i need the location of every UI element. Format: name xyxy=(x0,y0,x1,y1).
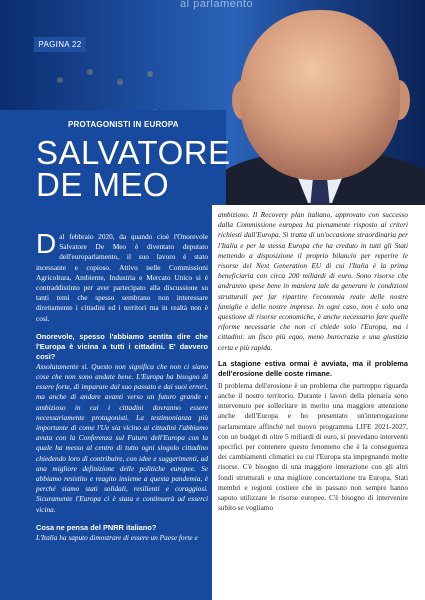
answer-2-continued: ambizioso. Il Recovery plan italiano, approvato con successo dalla Commissione europea ha pienamente risposto ai criteri richiesti dall'Europa. Si tratta di un'occasione straordinaria per l'Italia e per la stessa Europa che ha creduto in tutti gli Stati mettendo a disposizione il proprio bilancio per reperire le risorse del Next Generation EU di cui l'Italia è la prima beneficiaria con circa 200 miliardi di euro. Sono risorse che andranno spese bene in maniera tale da generare le condizioni strutturali per far ripartire l'economia reale delle nostre famiglie e delle nostre imprese. In ogni caso, non è solo una questione di risorse economiche, è anche necessario fare quelle riforme necessarie che non ci chiede solo l'Europa, ma i cittadini: un fisco più equo, meno burocrazia e una giustizia certa e più rapida. xyxy=(218,210,408,352)
background-banner-text: al parlamento xyxy=(180,0,254,10)
answer-1: Assolutamente sì. Questo non significa che non ci siano cose che non sono andate bene. L'Europa ha bisogno di essere forte, di imparare dal suo passato e dai suoi errori, ma anche di andare avanti verso un futuro grande e ambizioso in cui i cittadini dovranno essere necessariamente protagonisti. La testimonianza più importante di come l'Ue sia vicino ai cittadini l'abbiamo avuta con la Conferenza sul Futuro dell'Europa con la quale ha messo al centro di tutto ogni singolo cittadino chiedendo loro di contribuire, con idee e suggerimenti, ad una migliore definizione delle politiche europee. Se abbiamo resistito e reagito insieme a questa pandemia, è perché siamo stati solidali, resilienti e coraggiosi. Sicuramente l'Europa ci è stata e continuerà ad esserci vicina. xyxy=(36,361,208,514)
intro-text: al febbraio 2020, da quando cioè l'Onorevole Salvatore De Meo è diventato deputato dell'europarlamento, il suo lavoro è stato incessante e copioso. Attivo nelle Commissioni Agricoltura, Ambiente, Industria e Mercato Unico si è contraddistinto per aver partecipato alla discussione su tanti temi che spesso sembrano non interessare direttamente i cittadini ed i territori ma in realtà non è così. xyxy=(36,232,208,323)
answer-3: Il problema dell'erosione è un problema che purtroppo riguarda anche il nostro territorio. Durante i lavori della plenaria sono intervenuto per sollecitare in merito una maggiore attenzione anche dell'Europa e ho presentato un'interrogazione parlamentare affinché nel nuovo programma LIFE 2021-2027, con un budget di oltre 5 miliardi di euro, si prevedano interventi specifici per contenere questo fenomeno che è la conseguenza dei cambiamenti climatici su cui l'Europa sta impegnando molte risorse. C'è bisogno di una maggiore interazione con gli altri fondi strutturali e una migliore concertazione tra Europa, Stati membri e regioni costiere che in passato non sempre hanno saputo utilizzare le risorse europee. C'è bisogno di intervenire subito se vogliamo xyxy=(218,380,408,513)
title-line-1: SALVATORE xyxy=(36,134,231,171)
right-column-text xyxy=(218,210,408,519)
question-1: Onorevole, spesso l'abbiamo sentita dire che l'Europa è vicina a tutti i cittadini. E' davvero così? xyxy=(36,331,208,361)
left-column-text xyxy=(36,228,208,550)
question-2: Cosa ne pensa del PNRR italiano? xyxy=(36,522,157,532)
question-3: La stagione estiva ormai è avviata, ma il problema dell'erosione delle coste rimane. xyxy=(218,358,408,378)
page-number-badge: PAGINA 22 xyxy=(34,37,86,52)
head-shape xyxy=(240,10,400,180)
article-title xyxy=(36,134,231,203)
section-kicker: PROTAGONISTI IN EUROPA xyxy=(68,120,179,129)
intro-paragraph xyxy=(36,228,208,324)
answer-2-start: L'Italia ha saputo dimostrare di essere un Paese forte e xyxy=(36,532,198,542)
drop-cap: D xyxy=(36,228,57,259)
title-line-2: DE MEO xyxy=(36,166,170,203)
